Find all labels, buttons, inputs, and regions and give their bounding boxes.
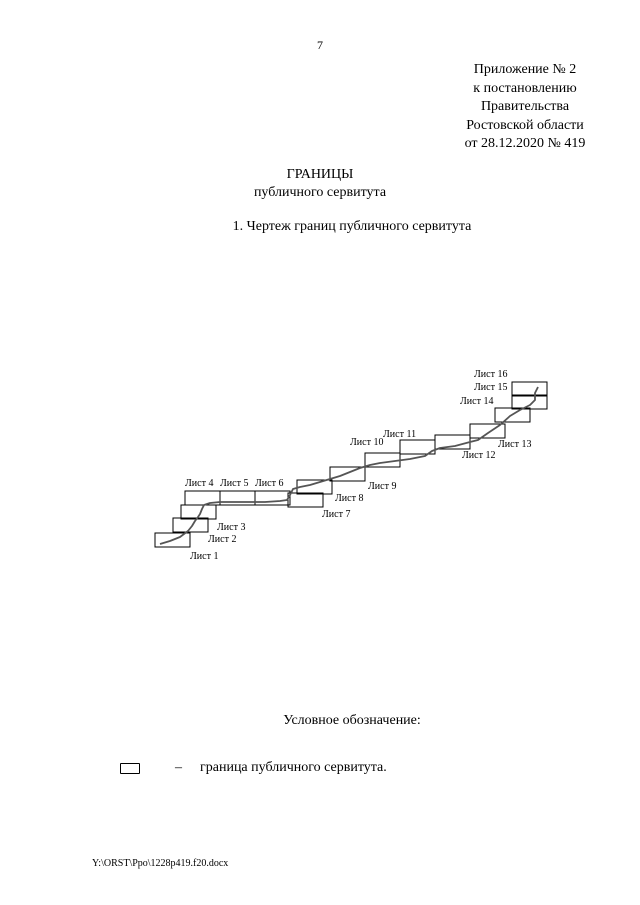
- sheet-label-13: Лист 13: [498, 439, 532, 450]
- document-subtitle: публичного сервитута: [253, 185, 387, 200]
- sheet-frame-15: [512, 395, 547, 409]
- sheet-label-12: Лист 12: [462, 450, 496, 461]
- sheet-labels: [185, 369, 531, 562]
- sheet-label-2: Лист 2: [208, 534, 237, 545]
- sheet-label-4: Лист 4: [185, 478, 214, 489]
- sheet-frame-16: [512, 382, 547, 396]
- servitude-route-line: [160, 387, 538, 544]
- legend-item-text: граница публичного сервитута.: [200, 760, 387, 775]
- appendix-line-4: Ростовской области: [466, 117, 584, 133]
- page-number: 7: [317, 38, 323, 52]
- appendix-line-5: от 28.12.2020 № 419: [464, 136, 586, 151]
- legend-boundary-symbol: [120, 763, 140, 774]
- sheet-frame-7: [288, 493, 323, 507]
- appendix-line-3: Правительства: [480, 99, 570, 114]
- sheet-label-5: Лист 5: [220, 478, 249, 489]
- document-title: ГРАНИЦЫ: [286, 167, 354, 182]
- sheet-frame-9: [330, 467, 365, 481]
- sheet-label-8: Лист 8: [335, 493, 364, 504]
- sheet-label-15: Лист 15: [474, 382, 508, 393]
- appendix-line-1: Приложение № 2: [473, 62, 577, 77]
- legend-title: Условное обозначение:: [283, 713, 421, 728]
- sheet-label-3: Лист 3: [217, 522, 246, 533]
- sheet-label-9: Лист 9: [368, 481, 397, 492]
- sheet-label-1: Лист 1: [190, 551, 219, 562]
- sheet-label-16: Лист 16: [474, 369, 508, 380]
- sheet-label-11: Лист 11: [383, 429, 417, 440]
- appendix-line-2: к постановлению: [473, 80, 577, 96]
- section-heading: 1. Чертеж границ публичного сервитута: [232, 219, 472, 234]
- legend-dash: –: [175, 760, 182, 775]
- sheet-frame-2: [173, 518, 208, 532]
- footer-file-path: Y:\ORST\Ppo\1228p419.f20.docx: [92, 858, 229, 869]
- sheet-label-6: Лист 6: [255, 478, 284, 489]
- sheet-label-10: Лист 10: [350, 437, 384, 448]
- sheet-label-7: Лист 7: [322, 509, 351, 520]
- sheet-label-14: Лист 14: [460, 396, 494, 407]
